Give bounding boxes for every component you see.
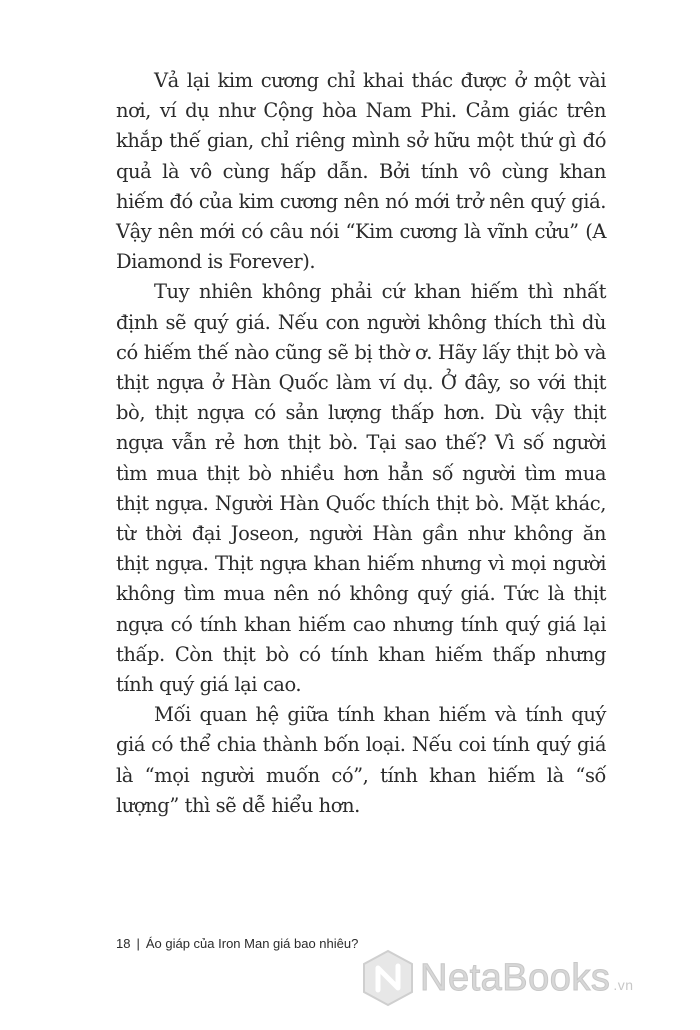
watermark xyxy=(360,948,690,1008)
footer-separator: | xyxy=(136,936,140,951)
netabooks-logo-icon xyxy=(360,948,416,1008)
watermark-brand: NetaBooks xyxy=(420,957,611,999)
page-number: 18 xyxy=(116,936,131,951)
body-text xyxy=(116,66,606,821)
paragraph-3: Mối quan hệ giữa tính khan hiếm và tính quý giá có thể chia thành bốn loại. Nếu coi tính quý giá là “mọi người muốn có”, tính khan hiếm là “số lượng” thì sẽ dễ hiểu hơn. xyxy=(116,703,606,817)
book-title: Áo giáp của Iron Man giá bao nhiêu? xyxy=(145,936,359,951)
watermark-text xyxy=(420,956,634,1007)
page-footer xyxy=(116,936,358,951)
paragraph-2: Tuy nhiên không phải cứ khan hiếm thì nhất định sẽ quý giá. Nếu con người không thích thì dù có hiếm thế nào cũng sẽ bị thờ ơ. Hãy lấy thịt bò và thịt ngựa ở Hàn Quốc làm ví dụ. Ở đây, so với thịt bò, thịt ngựa có sản lượng thấp hơn. Dù vậy thịt ngựa vẫn rẻ hơn thịt bò. Tại sao thế? Vì số người tìm mua thịt bò nhiều hơn hẳn số người tìm mua thịt ngựa. Người Hàn Quốc thích thịt bò. Mặt khác, từ thời đại Joseon, người Hàn gần như không ăn thịt ngựa. Thịt ngựa khan hiếm nhưng vì mọi người không tìm mua nên nó không quý giá. Tức là thịt ngựa có tính khan hiếm cao nhưng tính quý giá lại thấp. Còn thịt bò có tính khan hiếm thấp nhưng tính quý giá lại cao. xyxy=(116,280,606,697)
watermark-tld: .vn xyxy=(613,977,634,993)
paragraph-1: Vả lại kim cương chỉ khai thác được ở một vài nơi, ví dụ như Cộng hòa Nam Phi. Cảm giác trên khắp thế gian, chỉ riêng mình sở hữu một thứ gì đó quả là vô cùng hấp dẫn. Bởi tính vô cùng khan hiếm đó của kim cương nên nó mới trở nên quý giá. Vậy nên mới có câu nói “Kim cương là vĩnh cửu” (A Diamond is Forever). xyxy=(116,69,606,274)
